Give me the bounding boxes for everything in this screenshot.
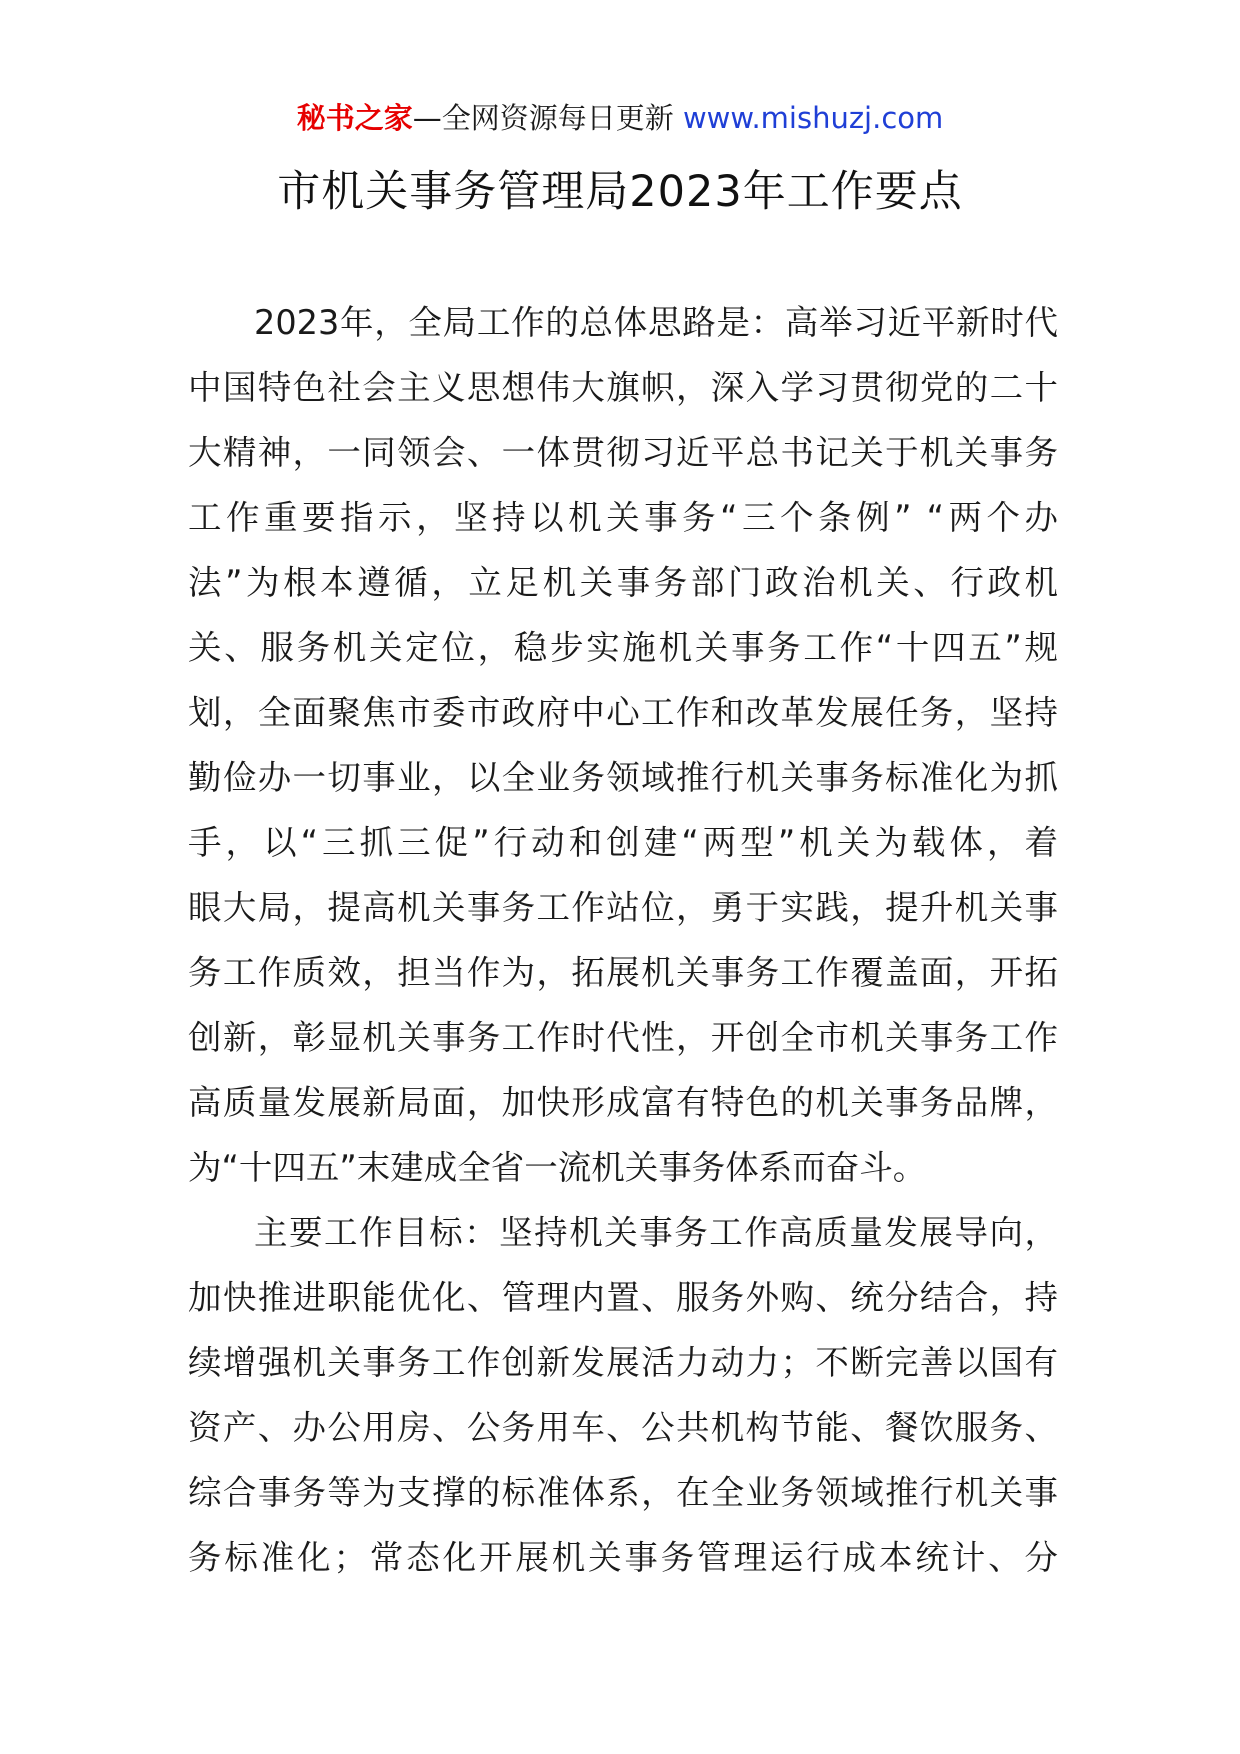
text-line: 勤俭办一切事业，以全业务领域推行机关事务标准化为抓 — [188, 758, 1058, 797]
text-line: 综合事务等为支撑的标准体系，在全业务领域推行机关事 — [188, 1473, 1058, 1512]
text-line: 主要工作目标：坚持机关事务工作高质量发展导向， — [254, 1213, 1058, 1252]
paragraph-main-goals — [188, 1200, 1058, 1590]
paragraph-overall-approach — [188, 290, 1058, 1200]
site-banner — [0, 98, 1240, 138]
text-line: 眼大局，提高机关事务工作站位，勇于实践，提升机关事 — [188, 888, 1058, 927]
text-line: 划，全面聚焦市委市政府中心工作和改革发展任务，坚持 — [188, 693, 1058, 732]
text-line: 为“十四五”末建成全省一流机关事务体系而奋斗。 — [188, 1148, 927, 1187]
text-line: 资产、办公用房、公务用车、公共机构节能、餐饮服务、 — [188, 1408, 1058, 1447]
document-title: 市机关事务管理局2023年工作要点 — [277, 167, 963, 217]
text-line: 关、服务机关定位，稳步实施机关事务工作“十四五”规 — [188, 628, 1058, 667]
text-line: 法”为根本遵循，立足机关事务部门政治机关、行政机 — [188, 563, 1058, 602]
text-line: 工作重要指示，坚持以机关事务“三个条例” “两个办 — [188, 498, 1058, 537]
text-line: 高质量发展新局面，加快形成富有特色的机关事务品牌， — [188, 1083, 1058, 1122]
document-body — [188, 290, 1058, 1590]
banner-slogan: —全网资源每日更新 — [412, 101, 683, 135]
text-line: 务标准化；常态化开展机关事务管理运行成本统计、分 — [188, 1538, 1058, 1577]
text-line: 创新，彰显机关事务工作时代性，开创全市机关事务工作 — [188, 1018, 1058, 1057]
brand-name: 秘书之家 — [296, 101, 413, 135]
text-line: 手，以“三抓三促”行动和创建“两型”机关为载体，着 — [188, 823, 1058, 862]
text-line: 2023年，全局工作的总体思路是：高举习近平新时代 — [254, 303, 1058, 342]
text-line: 务工作质效，担当作为，拓展机关事务工作覆盖面，开拓 — [188, 953, 1058, 992]
text-line: 续增强机关事务工作创新发展活力动力；不断完善以国有 — [188, 1343, 1058, 1382]
site-url-link[interactable]: www.mishuzj.com — [682, 101, 944, 135]
text-line: 大精神，一同领会、一体贯彻习近平总书记关于机关事务 — [188, 433, 1058, 472]
text-line: 加快推进职能优化、管理内置、服务外购、统分结合，持 — [188, 1278, 1058, 1317]
text-line: 中国特色社会主义思想伟大旗帜，深入学习贯彻党的二十 — [188, 368, 1058, 407]
